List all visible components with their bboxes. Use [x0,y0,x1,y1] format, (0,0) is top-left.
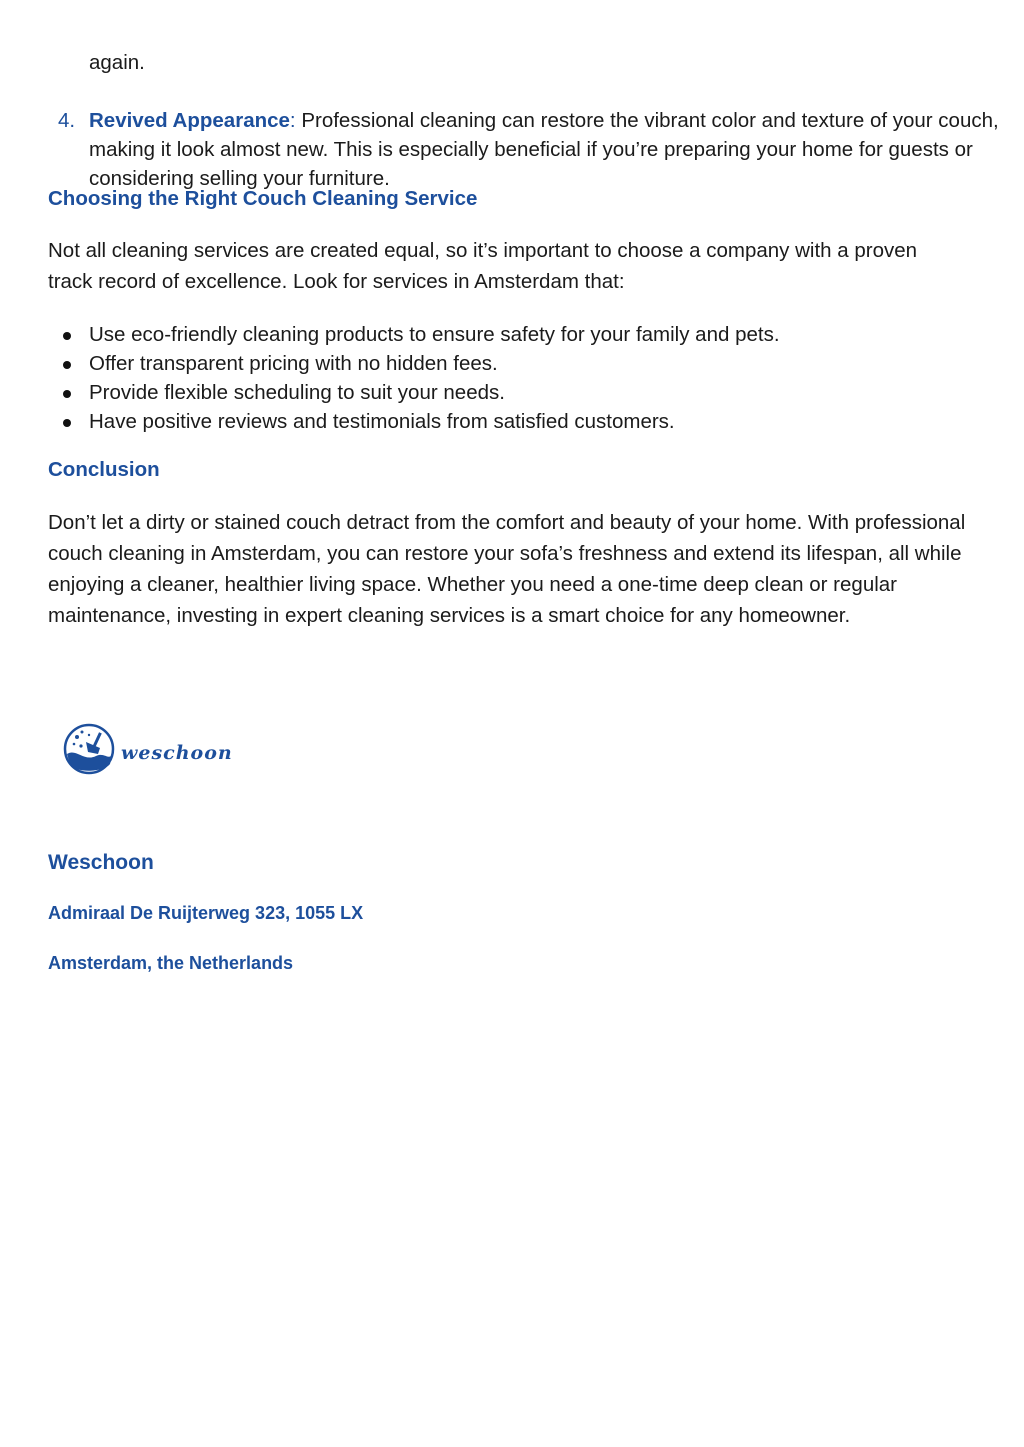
criteria-text: Use eco-friendly cleaning products to ensure safety for your family and pets. [89,323,780,346]
benefit-list-item-4 [48,106,1009,193]
criteria-list-item [48,407,978,436]
choosing-paragraph: Not all cleaning services are created equal, so it’s important to choose a company with a proven track record of excellence. Look for services in Amsterdam that: [48,239,918,293]
section-heading-choosing: Choosing the Right Couch Cleaning Service [48,187,478,210]
criteria-text: Offer transparent pricing with no hidden fees. [89,352,498,375]
contact-address-line1: Admiraal De Ruijterweg 323, 1055 LX [48,903,364,923]
company-logo [62,722,233,781]
contact-company: Weschoon [48,851,154,874]
cleaning-broom-logo-icon [62,722,116,781]
continuation-text: again. [89,51,145,74]
bullet-marker [63,332,71,340]
benefit-text: Professional cleaning can restore the vibrant color and texture of your couch, making it look almost new. This is especially beneficial if you’re preparing your home for guests or considering selling your furniture. [89,109,999,190]
benefit-colon: : [289,109,296,132]
bullet-marker [63,419,71,427]
benefit-term: Revived Appearance [89,109,290,132]
criteria-list-item [48,320,978,349]
criteria-text: Provide flexible scheduling to suit your needs. [89,381,505,404]
bullet-marker [63,390,71,398]
criteria-list-item [48,349,978,378]
conclusion-paragraph: Don’t let a dirty or stained couch detract from the comfort and beauty of your home. With professional couch cleaning in Amsterdam, you can restore your sofa’s freshness and extend its lifespan, all while enjoying a cleaner, healthier living space. Whether you need a one-time deep clean or regular maintenance, investing in expert cleaning services is a smart choice for any homeowner. [48,511,966,627]
logo-wordmark: weschoon [121,741,233,764]
list-item-continuation [48,48,1019,77]
bullet-marker [63,361,71,369]
criteria-list [48,320,978,436]
criteria-list-item [48,378,978,407]
criteria-text: Have positive reviews and testimonials from satisfied customers. [89,410,675,433]
contact-address-line2: Amsterdam, the Netherlands [48,953,294,973]
section-heading-conclusion: Conclusion [48,458,160,481]
list-number: 4. [58,109,76,132]
